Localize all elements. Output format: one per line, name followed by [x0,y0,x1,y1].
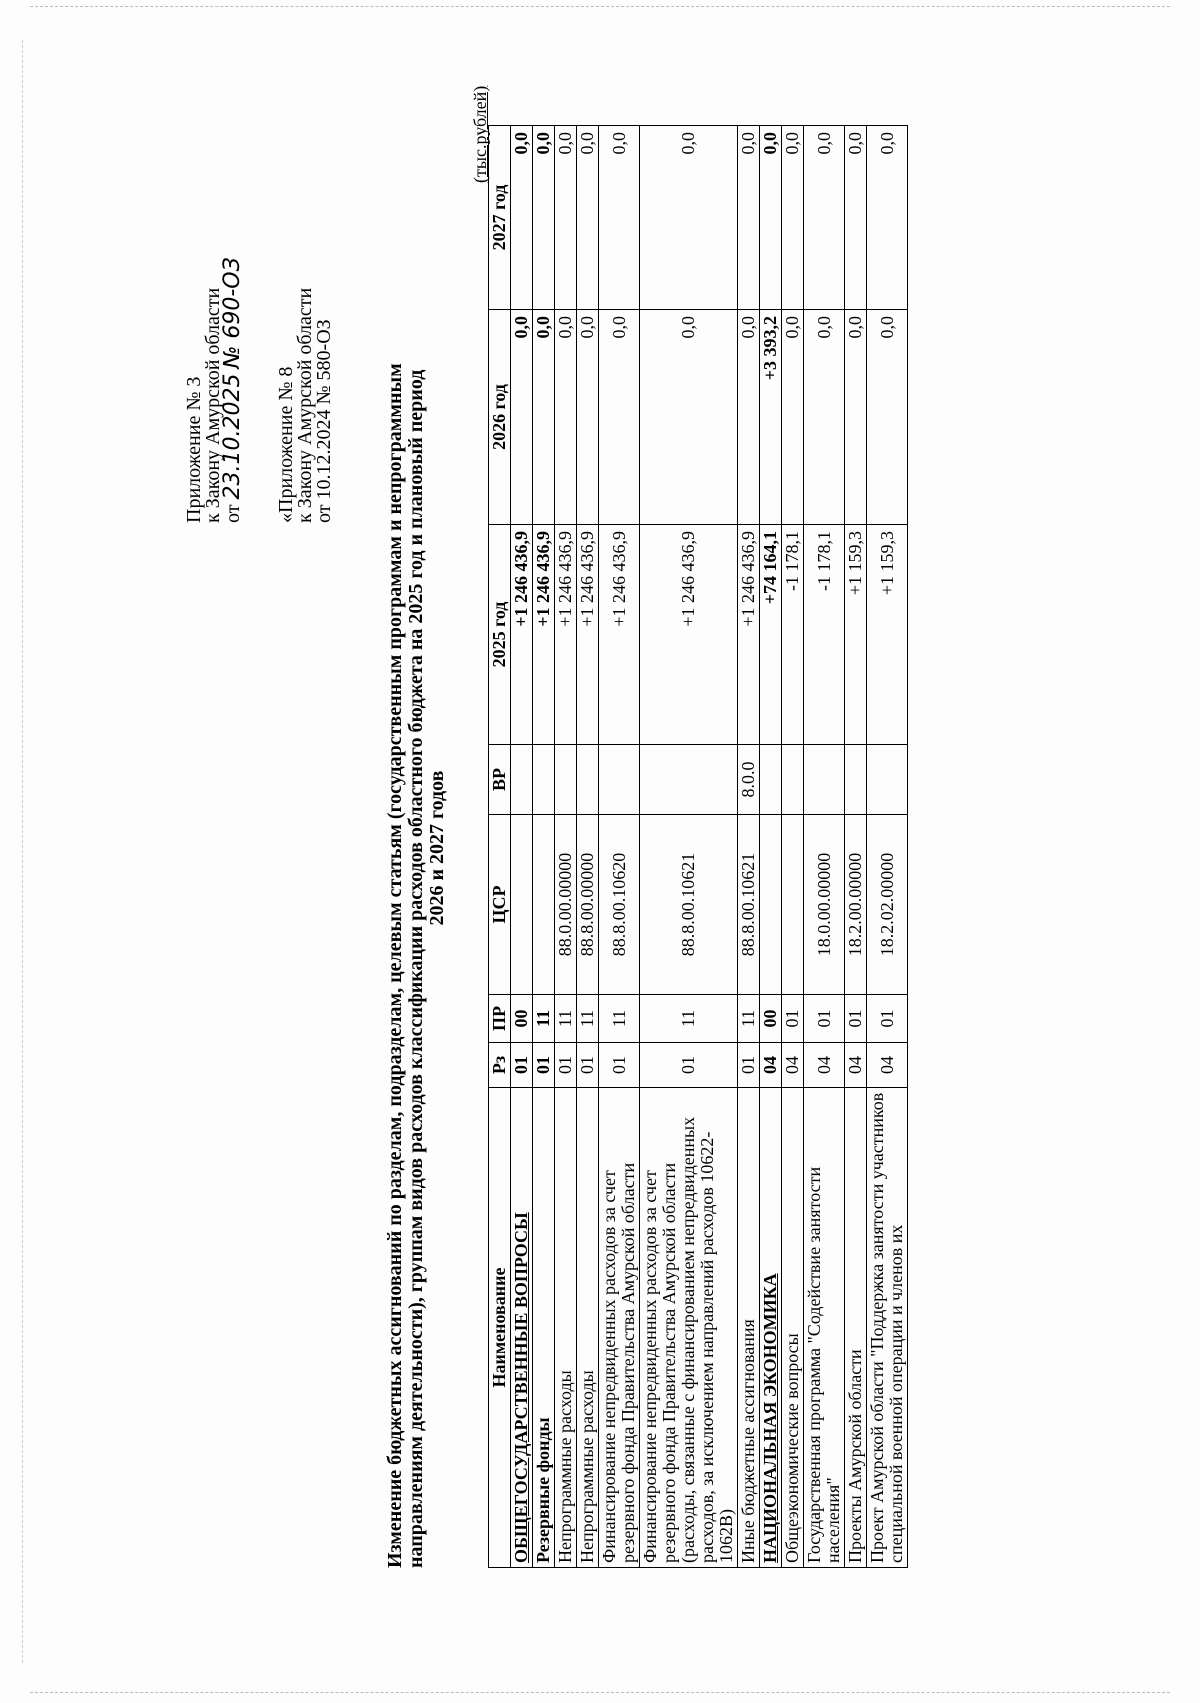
cell-rz: 01 [511,1043,533,1088]
cell-pr: 11 [599,995,640,1043]
cell-vr [867,745,908,815]
cell-2026: 0,0 [640,310,738,525]
cell-vr [640,745,738,815]
cell-csr [511,815,533,995]
cell-pr: 11 [533,995,555,1043]
previous-law-date: от 10.12.2024 № 580-ОЗ [313,319,335,523]
title-line-3: 2026 и 2027 годов [426,770,448,926]
cell-pr: 11 [640,995,738,1043]
cell-vr [511,745,533,815]
cell-csr: 18.2.00.00000 [845,815,867,995]
cell-vr: 8.0.0 [738,745,760,815]
cell-vr [782,745,804,815]
cell-2025: +1 246 436,9 [640,525,738,745]
cell-2026: 0,0 [555,310,577,525]
document-title [385,128,448,1568]
cell-name: Непрограммные расходы [577,1088,599,1568]
cell-vr [845,745,867,815]
handwritten-law-number: № 690-ОЗ [220,257,245,369]
cell-2027: 0,0 [511,126,533,310]
cell-name: Иные бюджетные ассигнования [738,1088,760,1568]
cell-2026: 0,0 [511,310,533,525]
cell-pr: 11 [577,995,599,1043]
table-row [738,126,760,1568]
cell-rz: 01 [599,1043,640,1088]
cell-2026: 0,0 [738,310,760,525]
cell-2027: 0,0 [845,126,867,310]
cell-name: НАЦИОНАЛЬНАЯ ЭКОНОМИКА [760,1088,782,1568]
table-row [533,126,555,1568]
cell-2027: 0,0 [760,126,782,310]
cell-2026: 0,0 [845,310,867,525]
col-header-vr: ВР [489,745,511,815]
cell-csr [760,815,782,995]
cell-name: ОБЩЕГОСУДАРСТВЕННЫЕ ВОПРОСЫ [511,1088,533,1568]
cell-2027: 0,0 [577,126,599,310]
cell-2025: +1 246 436,9 [599,525,640,745]
cell-rz: 04 [782,1043,804,1088]
cell-pr: 01 [845,995,867,1043]
cell-2026: 0,0 [782,310,804,525]
previous-law-reference: к Закону Амурской области [294,287,316,523]
cell-csr: 88.8.00.10621 [738,815,760,995]
cell-csr [782,815,804,995]
cell-vr [533,745,555,815]
units-label: (тыс.рублей) [470,85,490,183]
cell-vr [555,745,577,815]
cell-rz: 01 [738,1043,760,1088]
cell-2025: +1 246 436,9 [577,525,599,745]
cell-vr [577,745,599,815]
cell-2026: 0,0 [599,310,640,525]
appendix-header [185,103,334,523]
table-row [555,126,577,1568]
cell-2025: +1 159,3 [867,525,908,745]
table-row [577,126,599,1568]
cell-csr: 88.8.00.00000 [577,815,599,995]
cell-csr: 18.2.02.00000 [867,815,908,995]
cell-vr [599,745,640,815]
col-header-2026: 2026 год [489,310,511,525]
col-header-2027: 2027 год [489,126,511,310]
cell-rz: 04 [867,1043,908,1088]
cell-2025: +1 159,3 [845,525,867,745]
cell-2027: 0,0 [555,126,577,310]
cell-pr: 01 [782,995,804,1043]
cell-2027: 0,0 [867,126,908,310]
cell-csr: 18.0.00.00000 [804,815,845,995]
cell-2026: 0,0 [577,310,599,525]
cell-2026: 0,0 [867,310,908,525]
table-row [760,126,782,1568]
law-date-line [220,103,245,523]
cell-pr: 01 [867,995,908,1043]
cell-name: Проект Амурской области "Поддержка занятости участников специальной военной операции и членов их [867,1088,908,1568]
cell-pr: 01 [804,995,845,1043]
cell-2027: 0,0 [599,126,640,310]
cell-2026: 0,0 [533,310,555,525]
cell-2025: +1 246 436,9 [511,525,533,745]
col-header-rz: Рз [489,1043,511,1088]
title-line-2: направлениям деятельности), группам видов расходов классификации расходов областного бюджета на 2025 год и плановый период [405,369,427,1568]
cell-name: Проекты Амурской области [845,1088,867,1568]
col-header-2025: 2025 год [489,525,511,745]
table-row [511,126,533,1568]
cell-csr: 88.8.00.10621 [640,815,738,995]
cell-csr [533,815,555,995]
cell-rz: 04 [804,1043,845,1088]
cell-2027: 0,0 [738,126,760,310]
cell-2025: +1 246 436,9 [555,525,577,745]
cell-2026: +3 393,2 [760,310,782,525]
cell-name: Финансирование непредвиденных расходов за счет резервного фонда Правительства Амурской области (расходы, связанные с финансированием непредвиденных расходов, за исключением направлений расходов 10622-1062В) [640,1088,738,1568]
cell-csr: 88.0.00.00000 [555,815,577,995]
cell-2027: 0,0 [533,126,555,310]
cell-pr: 11 [555,995,577,1043]
col-header-name: Наименование [489,1088,511,1568]
cell-2027: 0,0 [640,126,738,310]
cell-pr: 00 [760,995,782,1043]
table-row [640,126,738,1568]
table-row [782,126,804,1568]
cell-rz: 04 [845,1043,867,1088]
cell-pr: 11 [738,995,760,1043]
cell-pr: 00 [511,995,533,1043]
cell-2026: 0,0 [804,310,845,525]
title-line-1: Изменение бюджетных ассигнований по разделам, подразделам, целевым статьям (государственным программам и непрограммным [384,363,406,1568]
cell-2027: 0,0 [782,126,804,310]
cell-rz: 01 [577,1043,599,1088]
cell-2027: 0,0 [804,126,845,310]
cell-name: Государственная программа "Содействие занятости населения" [804,1088,845,1568]
cell-name: Резервные фонды [533,1088,555,1568]
previous-appendix-number: «Приложение № 8 [275,366,297,523]
table-row [867,126,908,1568]
table-row [804,126,845,1568]
table-row [599,126,640,1568]
cell-2025: -1 178,1 [804,525,845,745]
cell-rz: 01 [533,1043,555,1088]
col-header-csr: ЦСР [489,815,511,995]
cell-name: Непрограммные расходы [555,1088,577,1568]
cell-2025: +1 246 436,9 [738,525,760,745]
cell-csr: 88.8.00.10620 [599,815,640,995]
cell-name: Финансирование непредвиденных расходов за счет резервного фонда Правительства Амурской области [599,1088,640,1568]
col-header-pr: ПР [489,995,511,1043]
law-reference: к Закону Амурской области [202,287,224,523]
cell-2025: -1 178,1 [782,525,804,745]
cell-name: Общеэкономические вопросы [782,1088,804,1568]
cell-rz: 01 [555,1043,577,1088]
table-row [845,126,867,1568]
appendix-number: Приложение № 3 [183,376,205,523]
handwritten-date: 23.10.2025 [220,373,245,500]
cell-2025: +1 246 436,9 [533,525,555,745]
table-header-row [489,126,511,1568]
cell-vr [804,745,845,815]
cell-2025: +74 164,1 [760,525,782,745]
cell-rz: 04 [760,1043,782,1088]
date-prefix: от [222,504,244,523]
cell-rz: 01 [640,1043,738,1088]
cell-vr [760,745,782,815]
budget-table [488,125,908,1568]
